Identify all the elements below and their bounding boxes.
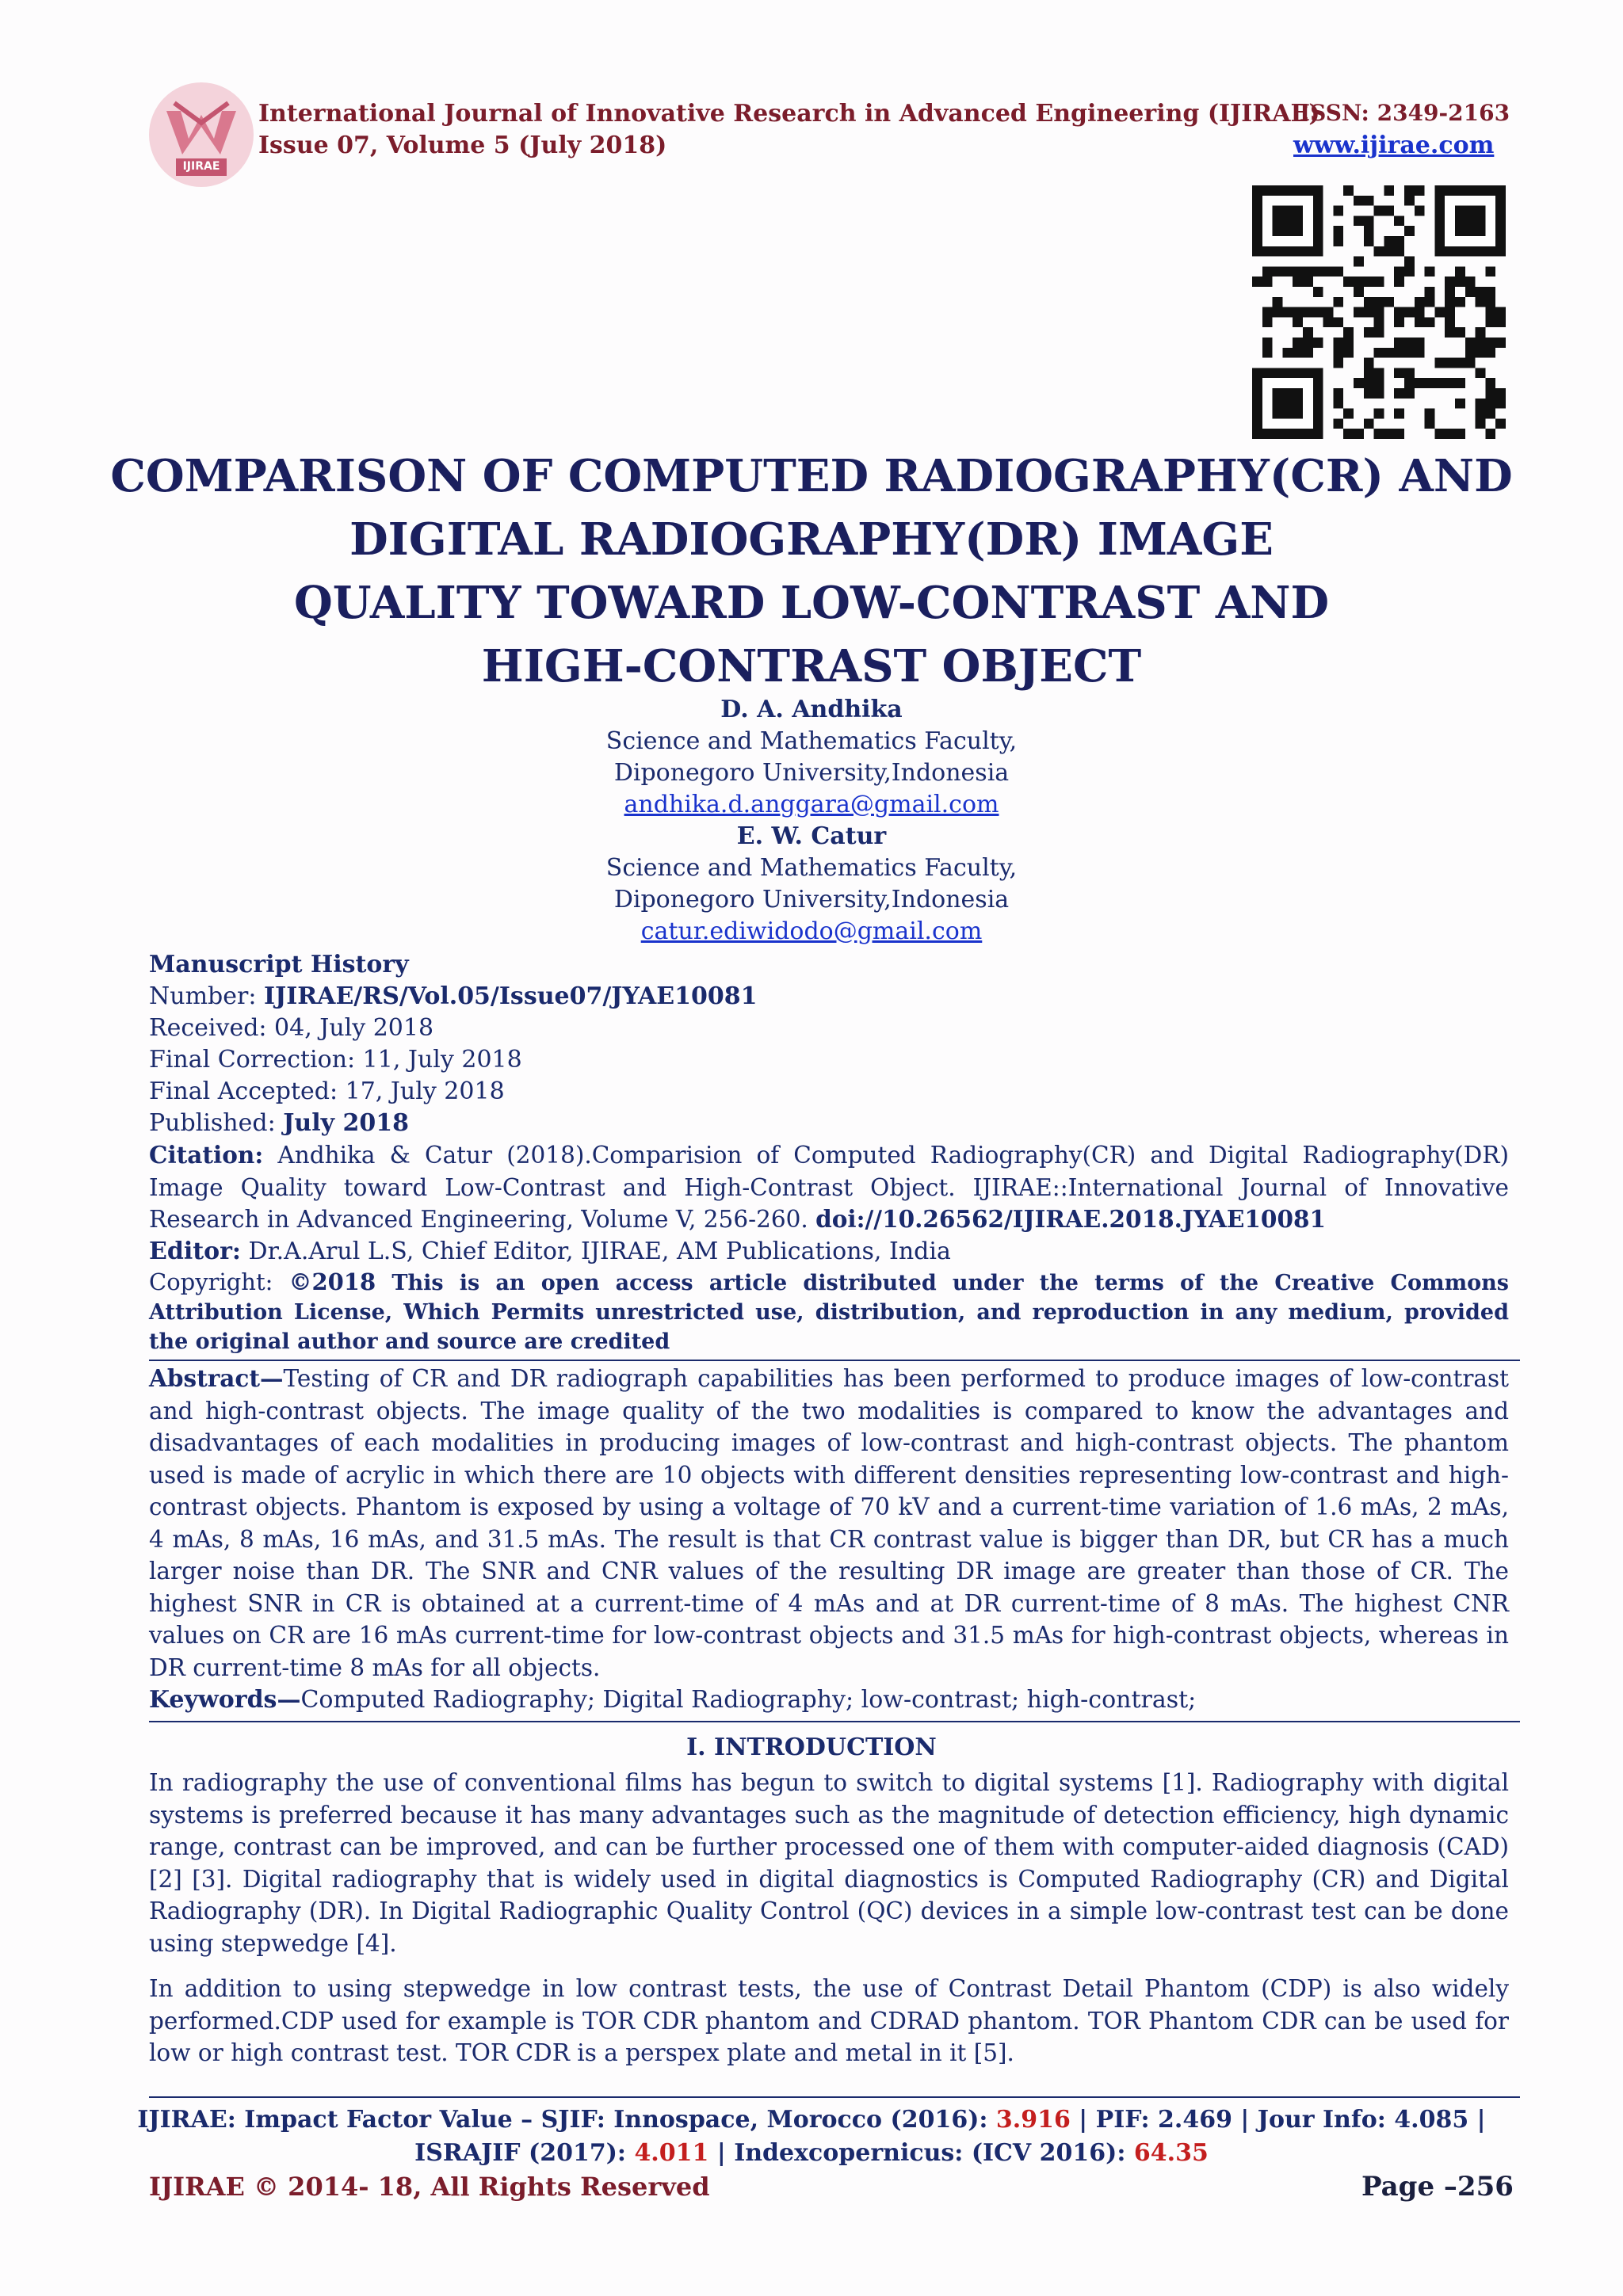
intro-paragraph: In addition to using stepwedge in low contrast tests, the use of Contrast Detail Phantom (CDP) is also widely performed.CDP used for example is TOR CDR phantom and CDRAD phantom. TOR Phantom CDR can be used for low or high contrast test. TOR CDR is a perspex plate and metal in it [5]. bbox=[149, 1975, 1509, 2066]
published-date bbox=[149, 1108, 409, 1139]
abstract bbox=[149, 1363, 1509, 1684]
footer-copyright: IJIRAE © 2014- 18, All Rights Reserved bbox=[149, 2172, 710, 2202]
page-number: Page –256 bbox=[1361, 2171, 1514, 2203]
paper-title-line-1: COMPARISON OF COMPUTED RADIOGRAPHY(CR) AND bbox=[110, 450, 1513, 502]
intro-paragraph: In radiography the use of conventional films has begun to switch to digital systems [1]. Radiography with digital systems is preferred because it has many advantages such as the magnitude of detection efficiency, high dynamic range, contrast can be improved, and can be further processed one of them with computer-aided diagnosis (CAD) [2] [3]. Digital radiography that is widely used in digital diagnostics is Computed Radiography (CR) and Digital Radiography (DR). In Digital Radiographic Quality Control (QC) devices in a simple low-contrast test can be done using stepwedge [4]. bbox=[149, 1769, 1509, 1957]
issn: ISSN: 2349-2163 bbox=[1300, 100, 1510, 126]
author-email-link[interactable]: catur.ediwidodo@gmail.com bbox=[640, 917, 983, 945]
received-date: Received: 04, July 2018 bbox=[149, 1014, 434, 1042]
citation bbox=[149, 1139, 1509, 1236]
author-name: E. W. Catur bbox=[736, 822, 887, 850]
manuscript-heading: Manuscript History bbox=[149, 951, 409, 978]
author-email[interactable] bbox=[0, 916, 1623, 948]
author-affiliation: Diponegoro University,Indonesia bbox=[613, 759, 1010, 787]
divider bbox=[149, 1721, 1520, 1722]
author-affiliation: Science and Mathematics Faculty, bbox=[605, 854, 1018, 882]
copyright-notice bbox=[149, 1268, 1509, 1356]
website-link[interactable]: www.ijirae.com bbox=[1293, 132, 1495, 159]
logo-text: IJIRAE bbox=[182, 160, 220, 173]
author-affiliation: Science and Mathematics Faculty, bbox=[605, 727, 1018, 755]
keywords-text: Computed Radiography; Digital Radiography; low-contrast; high-contrast; bbox=[300, 1686, 1197, 1714]
author-affiliation: Diponegoro University,Indonesia bbox=[613, 886, 1010, 913]
sjif-value: 3.916 bbox=[995, 2106, 1071, 2134]
copyright-year: ©2018 bbox=[288, 1268, 376, 1295]
keywords bbox=[149, 1684, 1196, 1716]
divider bbox=[149, 1360, 1520, 1361]
published-value: July 2018 bbox=[283, 1109, 409, 1137]
editor-label: Editor: bbox=[149, 1238, 241, 1265]
copyright-label: Copyright: bbox=[149, 1268, 289, 1295]
editor bbox=[149, 1236, 951, 1268]
abstract-label: Abstract— bbox=[149, 1364, 284, 1392]
author-email[interactable] bbox=[0, 789, 1623, 821]
citation-doi: doi://10.26562/IJIRAE.2018.JYAE10081 bbox=[815, 1205, 1327, 1233]
journal-logo bbox=[143, 79, 260, 190]
published-label: Published: bbox=[149, 1109, 284, 1137]
keywords-label: Keywords— bbox=[149, 1686, 301, 1714]
paper-title-line-4: HIGH-CONTRAST OBJECT bbox=[481, 640, 1142, 692]
divider bbox=[149, 2096, 1520, 2098]
paper-title-line-2: DIGITAL RADIOGRAPHY(DR) IMAGE bbox=[349, 513, 1274, 566]
footer-impact-line-1 bbox=[0, 2104, 1623, 2136]
israjif-value: 4.011 bbox=[634, 2139, 709, 2167]
number-value: IJIRAE/RS/Vol.05/Issue07/JYAE10081 bbox=[263, 982, 758, 1010]
citation-text: Andhika & Catur (2018).Comparision of Computed Radiography(CR) and Digital Radiography(DR) Image Quality toward Low-Contrast and High-Contrast Object. IJIRAE::International Journal of Innovative Research in Advanced Engineering, Volume V, 256-260. bbox=[149, 1142, 1509, 1233]
footer-text: | Indexcopernicus: (ICV 2016): bbox=[708, 2139, 1134, 2167]
final-correction-date: Final Correction: 11, July 2018 bbox=[149, 1046, 522, 1074]
citation-label: Citation: bbox=[149, 1141, 264, 1169]
number-label: Number: bbox=[149, 982, 264, 1010]
editor-text: Dr.A.Arul L.S, Chief Editor, IJIRAE, AM Publications, India bbox=[241, 1238, 951, 1265]
manuscript-number bbox=[149, 981, 758, 1013]
section-heading: I. INTRODUCTION bbox=[686, 1733, 937, 1761]
paper-title-line-3: QUALITY TOWARD LOW-CONTRAST AND bbox=[293, 577, 1330, 629]
footer-text: ISRAJIF (2017): bbox=[414, 2139, 635, 2167]
footer-text: IJIRAE: Impact Factor Value – SJIF: Innospace, Morocco (2016): bbox=[137, 2106, 996, 2134]
footer-text: | PIF: 2.469 | Jour Info: 4.085 | bbox=[1070, 2106, 1486, 2134]
issue-info: Issue 07, Volume 5 (July 2018) bbox=[258, 132, 667, 159]
author-email-link[interactable]: andhika.d.anggara@gmail.com bbox=[624, 791, 999, 818]
copyright-text: This is an open access article distributed under the terms of the Creative Commons Attribution License, Which Permits unrestricted use, distribution, and reproduction in any medium, provided the original author and source are credited bbox=[149, 1271, 1509, 1354]
final-accepted-date: Final Accepted: 17, July 2018 bbox=[149, 1077, 505, 1105]
author-name: D. A. Andhika bbox=[720, 696, 903, 723]
qr-code bbox=[1252, 185, 1506, 439]
footer-impact-line-2 bbox=[0, 2138, 1623, 2169]
abstract-text: Testing of CR and DR radiograph capabilities has been performed to produce images of low-contrast and high-contrast objects. The image quality of the two modalities is compared to know the advantages and disadvantages of each modalities in producing images of low-contrast and high-contrast objects. The phantom used is made of acrylic in which there are 10 objects with different densities representing low-contrast and high-contrast objects. Phantom is exposed by using a voltage of 70 kV and a current-time variation of 1.6 mAs, 2 mAs, 4 mAs, 8 mAs, 16 mAs, and 31.5 mAs. The result is that CR contrast value is bigger than DR, but CR has a much larger noise than DR. The SNR and CNR values of the resulting DR image are greater than those of CR. The highest SNR in CR is obtained at a current-time of 4 mAs and at DR current-time of 8 mAs. The highest CNR values on CR are 16 mAs current-time for low-contrast objects and 31.5 mAs for high-contrast objects, whereas in DR current-time 8 mAs for all objects. bbox=[149, 1365, 1509, 1681]
journal-name: International Journal of Innovative Research in Advanced Engineering (IJIRAE) bbox=[258, 100, 1320, 128]
icv-value: 64.35 bbox=[1133, 2139, 1209, 2167]
